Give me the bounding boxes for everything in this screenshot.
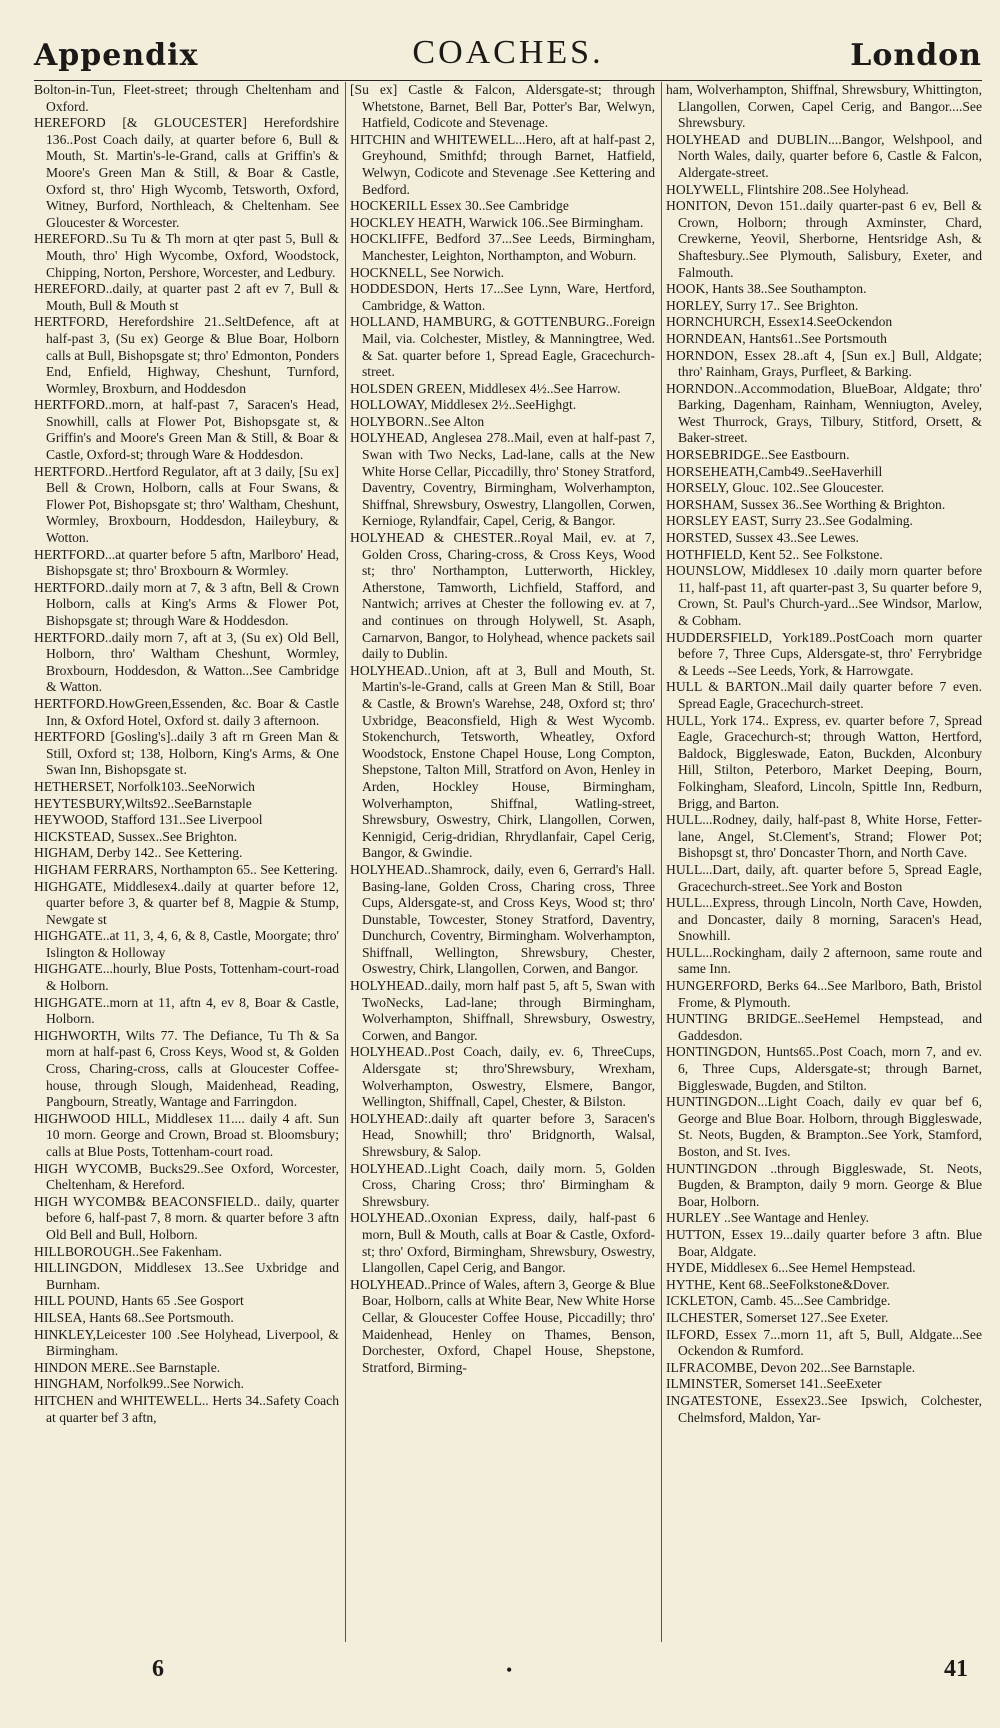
- directory-entry: HILLBOROUGH..See Fakenham.: [34, 1243, 223, 1259]
- directory-entry: INGATESTONE, Essex23..See Ipswich, Colchester, Chelmsford, Maldon, Yar-: [666, 1392, 982, 1425]
- footer-ornament: •: [506, 1660, 513, 1680]
- directory-entry: HOCKLEY HEATH, Warwick 106..See Birmingham.: [350, 214, 644, 230]
- directory-entry: HULL...Express, through Lincoln, North Cave, Howden, and Doncaster, daily 8 morning, Saracen's Head, Snowhill.: [666, 895, 982, 944]
- page-number-left: 6: [152, 1656, 164, 1682]
- directory-entry: HERTFORD..morn, at half-past 7, Saracen's Head, Snowhill, calls at Flower Pot, Bishopsgate st, & Griffin's and Moore's Green Man & Still, & Boar & Castle, Oxford-st; through Ware & Hoddesdon.: [34, 397, 339, 463]
- directory-entry: HOLYHEAD, Anglesea 278..Mail, even at half-past 7, Swan with Two Necks, Lad-lane, calls at the New White Horse Cellar, Piccadilly, thro' Stoney Stratford, Daventry, Coventry, Birmingham, Wolverhampton, Shiffnal, Shrewsbury, Oswestry, Llangollen, Corwen, Kernioge, Rylandfair, Capel, Cerig, & Bangor.: [350, 430, 655, 529]
- directory-entry: HOLYHEAD:.daily aft quarter before 3, Saracen's Head, Snowhill; thro' Bridgnorth, Walsal, Shrewsbury, & Salop.: [350, 1110, 655, 1159]
- directory-entry: Bolton-in-Tun, Fleet-street; through Cheltenham and Oxford.: [34, 82, 339, 114]
- directory-entry: HIGHWOOD HILL, Middlesex 11.... daily 4 aft. Sun 10 morn. George and Crown, Broad st. Bloomsbury; calls at Blue Posts, Tottenham-court road.: [34, 1110, 339, 1159]
- directory-entry: HOLYHEAD..Prince of Wales, aftern 3, George & Blue Boar, Holborn, calls at White Bear, New White Horse Cellar, & Gloucester Coffee House, Piccadilly; thro' Maidenhead, Henley on Thames, Benson, Dorchester, Oxford, Chapel House, Shepstone, Stratford, Birming-: [350, 1276, 655, 1375]
- directory-entry: HOLYHEAD..Shamrock, daily, even 6, Gerrard's Hall. Basing-lane, Golden Cross, Charing cross, Three Cups, Aldersgate-st, and Cross Keys, Wood st; thro' Dunstable, Towcester, Stoney Stratford, Daventry, Dunchurch, Coventry, Birmingham. Wolverhampton, Shiffnall, Wellington, Shrewsbury, Chester, Oswestry, Chirk, Llangollen, Corwen, and Bangor.: [350, 861, 655, 977]
- directory-entry: HOCKERILL Essex 30..See Cambridge: [350, 198, 569, 214]
- directory-entry: HOLLAND, HAMBURG, & GOTTENBURG..Foreign Mail, via. Colchester, Mistley, & Manningtree, Wed. & Sat. quarter before 1, Spread Eagle, Gracechurch-street.: [350, 314, 655, 380]
- directory-entry: HOLYHEAD..Union, aft at 3, Bull and Mouth, St. Martin's-le-Grand, calls at Green Man & Still, Boar & Castle, & Brown's Warehse, 248, Oxford st; thro' Uxbridge, Beaconsfield, High & West Wycomb. Stokenchurch, Tetsworth, Wheatley, Oxford Woodstock, Enstone Chapel House, Long Compton, Shepstone, Talton Mill, Stratford on Avon, Henley in Arden, Hockley House, Birmingham, Wolverhampton, Shiffnal, Watling-street, Shrewsbury, Oswestry, Chirk, Llangollen, Corwen, Kennigid, Cerig-dridian, Rhrydlanfair, Capel Cerig, Bangor, & Gwindie.: [350, 662, 655, 861]
- directory-entry: HIGHGATE...hourly, Blue Posts, Tottenham-court-road & Holborn.: [34, 961, 339, 994]
- directory-entry: HUNTINGDON ..through Biggleswade, St. Neots, Bugden, & Brampton, daily 9 morn. George & Blue Boar, Holborn.: [666, 1160, 982, 1209]
- directory-entry: HIGH WYCOMB, Bucks29..See Oxford, Worcester, Cheltenham, & Hereford.: [34, 1160, 339, 1193]
- directory-entry: HORSEBRIDGE..See Eastbourn.: [666, 447, 850, 463]
- header-section-label: Appendix: [34, 38, 199, 73]
- directory-entry: HIGHAM FERRARS, Northampton 65.. See Kettering.: [34, 861, 338, 877]
- directory-entry: HEREFORD [& GLOUCESTER] Herefordshire 136..Post Coach daily, at quarter before 6, Bull & Mouth, St. Martin's-le-Grand, calls at Griffin's & Moore's Green Man & Still, & Boar & Castle, Oxford st, thro' High Wycomb, Tetsworth, Oxford, Witney, Burford, Northleach, & Cheltenham. See Gloucester & Worcester.: [34, 115, 339, 230]
- directory-entry: HERTFORD [Gosling's]..daily 3 aft rn Green Man & Still, Oxford st; 138, Holborn, King's Arms, & One Swan Inn, Bishopsgate st.: [34, 729, 339, 778]
- directory-entry: HIGH WYCOMB& BEACONSFIELD.. daily, quarter before 6, half-past 7, 8 morn. & quarter before 3 aftn Old Bell and Bull, Holborn.: [34, 1193, 339, 1242]
- directory-entry: HOLYHEAD..Oxonian Express, daily, half-past 6 morn, Bull & Mouth, calls at Boar & Castle, Oxford-st; thro' Oxford, Birmingham, Shrewsbury, Oswestry, Llangollen, Capel Cerig, and Bangor.: [350, 1210, 655, 1276]
- directory-entry: HURLEY ..See Wantage and Henley.: [666, 1210, 870, 1226]
- directory-entry: HINGHAM, Norfolk99..See Norwich.: [34, 1376, 244, 1392]
- directory-entry: HOLLOWAY, Middlesex 2½..SeeHighgt.: [350, 397, 577, 413]
- column-divider-1: [345, 82, 346, 1642]
- directory-entry: HULL...Rockingham, daily 2 afternoon, same route and same Inn.: [666, 944, 982, 977]
- directory-entry: HIGHGATE..at 11, 3, 4, 6, & 8, Castle, Moorgate; thro' Islington & Holloway: [34, 928, 339, 960]
- directory-entry: HIGHGATE..morn at 11, aftn 4, ev 8, Boar & Castle, Holborn.: [34, 994, 339, 1027]
- directory-entry: HILSEA, Hants 68..See Portsmouth.: [34, 1309, 234, 1325]
- directory-entry: HORNDON, Essex 28..aft 4, [Sun ex.] Bull, Aldgate; thro' Rainham, Grays, Purfleet, & Barking.: [666, 347, 982, 380]
- directory-entry: HULL & BARTON..Mail daily quarter before 7 even. Spread Eagle, Gracechurch-street.: [666, 679, 982, 711]
- directory-entry: HERTFORD, Herefordshire 21..SeltDefence, aft at half-past 3, (Su ex) George & Blue Boar, Holborn calls at Bull, Bishopsgate st; thro' Edmonton, Ponders End, Enfield, Highway, Cheshunt, Turnford, Wormley, Broxburn, and Hoddesdon: [34, 314, 339, 396]
- directory-entry: HITCHEN and WHITEWELL.. Herts 34..Safety Coach at quarter bef 3 aftn,: [34, 1392, 339, 1425]
- directory-entry: HETHERSET, Norfolk103..SeeNorwich: [34, 778, 255, 794]
- directory-entry: HUTTON, Essex 19...daily quarter before 3 aftn. Blue Boar, Aldgate.: [666, 1226, 982, 1259]
- directory-entry: HERTFORD..daily morn at 7, & 3 aftn, Bell & Crown Holborn, calls at King's Arms & Flower Pot, Bishopsgate st; through Ware & Hoddesdon.: [34, 579, 339, 628]
- directory-entry: HONTINGDON, Hunts65..Post Coach, morn 7, and ev. 6, Three Cups, Aldersgate-st; through Barnet, Biggleswade, Bugden, and Stilton.: [666, 1044, 982, 1093]
- directory-entry: HUNGERFORD, Berks 64...See Marlboro, Bath, Bristol Frome, & Plymouth.: [666, 978, 982, 1010]
- directory-entry: HYTHE, Kent 68..SeeFolkstone&Dover.: [666, 1276, 890, 1292]
- page-number-right: 41: [944, 1656, 968, 1682]
- directory-entry: HOLSDEN GREEN, Middlesex 4½..See Harrow.: [350, 380, 621, 396]
- directory-entry: HOTHFIELD, Kent 52.. See Folkstone.: [666, 546, 883, 562]
- directory-entry: HOCKNELL, See Norwich.: [350, 264, 505, 280]
- directory-entry: HIGHWORTH, Wilts 77. The Defiance, Tu Th & Sa morn at half-past 6, Cross Keys, Wood st, & Golden Cross, Charing-cross, calls at Gloucester Coffee-house, through Slough, Maidenhead, Reading, Pangbourn, Streatly, Wantage and Farringdon.: [34, 1027, 339, 1110]
- directory-entry: ICKLETON, Camb. 45...See Cambridge.: [666, 1293, 891, 1309]
- directory-entry: HIGHAM, Derby 142.. See Kettering.: [34, 845, 243, 861]
- header-rule: [34, 80, 982, 81]
- directory-entry: ILCHESTER, Somerset 127..See Exeter.: [666, 1309, 889, 1325]
- directory-entry: HOLYHEAD..Post Coach, daily, ev. 6, ThreeCups, Aldersgate st; thro'Shrewsbury, Wrexham, Wolverhampton, Oswestry, Elsmere, Bangor, Wellington, Shiffnall, Capel, Chester, & Bilston.: [350, 1044, 655, 1110]
- directory-entry: HORSEHEATH,Camb49..SeeHaverhill: [666, 463, 883, 479]
- column-divider-2: [661, 82, 662, 1642]
- directory-entry: HINDON MERE..See Barnstaple.: [34, 1359, 221, 1375]
- directory-entry: ILFRACOMBE, Devon 202...See Barnstaple.: [666, 1359, 916, 1375]
- directory-entry: HEREFORD..Su Tu & Th morn at qter past 5, Bull & Mouth, thro' High Wycombe, Oxford, Woodstock, Chipping, Norton, Pershore, Worcester, and Ledbury.: [34, 231, 339, 280]
- directory-entry: HULL...Rodney, daily, half-past 8, White Horse, Fetter-lane, Angel, St.Clement's, Strand; Flower Pot; Bishopsgt st, thro' Doncaster Thorn, and North Cave.: [666, 812, 982, 861]
- directory-entry: HODDESDON, Herts 17...See Lynn, Ware, Hertford, Cambridge, & Watton.: [350, 281, 655, 313]
- directory-entry: ILMINSTER, Somerset 141..SeeExeter: [666, 1376, 882, 1392]
- directory-entry: HORSELY, Glouc. 102..See Gloucester.: [666, 480, 885, 496]
- directory-entry: HYDE, Middlesex 6...See Hemel Hempstead.: [666, 1260, 916, 1276]
- directory-entry: HOUNSLOW, Middlesex 10 .daily morn quarter before 11, half-past 11, aft quarter-past 3, Su quarter before 9, Crown, St. Paul's Church-yard...See Windsor, Marlow, & Cobham.: [666, 563, 982, 628]
- directory-entry: HOLYHEAD..daily, morn half past 5, aft 5, Swan with TwoNecks, Lad-lane; through Birmingham, Wolverhampton, Shiffnall, Shrewsbury, Oswestry, Corwen, and Bangor.: [350, 978, 655, 1043]
- directory-entry: HOLYWELL, Flintshire 208..See Holyhead.: [666, 181, 909, 197]
- directory-entry: HULL...Dart, daily, aft. quarter before 5, Spread Eagle, Gracechurch-street..See York and Boston: [666, 861, 982, 894]
- directory-entry: ham, Wolverhampton, Shiffnal, Shrewsbury, Whittington, Llangollen, Corwen, Capel Cerig, and Bangor....See Shrewsbury.: [666, 82, 982, 131]
- running-header: [34, 30, 982, 80]
- directory-entry: HULL, York 174.. Express, ev. quarter before 7, Spread Eagle, Gracechurch-st; through Watton, Hertford, Baldock, Biggleswade, Eaton, Buckden, Alconbury Hill, Stilton, Peterboro, Market Deeping, Bourn, Folkingham, Sleaford, Lincoln, Spittle Inn, Redburn, Brigg, and Barton.: [666, 712, 982, 811]
- directory-entry: HORLEY, Surry 17.. See Brighton.: [666, 297, 859, 313]
- directory-entry: HOCKLIFFE, Bedford 37...See Leeds, Birmingham, Manchester, Leighton, Northampton, and Woburn.: [350, 231, 655, 263]
- directory-entry: HICKSTEAD, Sussex..See Brighton.: [34, 828, 238, 844]
- directory-entry: HOLYHEAD..Light Coach, daily morn. 5, Golden Cross, Charing Cross; thro' Birmingham & Shrewsbury.: [350, 1160, 655, 1209]
- column-1: [34, 82, 339, 1426]
- header-title: COACHES.: [412, 34, 604, 71]
- directory-entry: HITCHIN and WHITEWELL...Hero, aft at half-past 2, Greyhound, Smithfd; through Barnet, Hatfield, Welwyn, Codicote and Stevenage .See Kettering and Bedford.: [350, 131, 655, 197]
- directory-entry: HUNTING BRIDGE..SeeHemel Hempstead, and Gaddesdon.: [666, 1011, 982, 1043]
- directory-entry: HEYWOOD, Stafford 131..See Liverpool: [34, 812, 263, 828]
- directory-entry: HORSHAM, Sussex 36..See Worthing & Brighton.: [666, 496, 946, 512]
- directory-entry: HILL POUND, Hants 65 .See Gosport: [34, 1293, 244, 1309]
- directory-entry: ILFORD, Essex 7...morn 11, aft 5, Bull, Aldgate...See Ockendon & Rumford.: [666, 1326, 982, 1359]
- directory-entry: HOLYHEAD and DUBLIN....Bangor, Welshpool, and North Wales, daily, quarter before 6, Castle & Falcon, Aldergate-street.: [666, 131, 982, 180]
- header-city-label: London: [850, 38, 982, 73]
- directory-entry: HIGHGATE, Middlesex4..daily at quarter before 12, quarter before 3, & quarter bef 8, Magpie & Stump, Newgate st: [34, 878, 339, 927]
- directory-entry: HORNDEAN, Hants61..See Portsmouth: [666, 330, 887, 346]
- directory-entry: HUDDERSFIELD, York189..PostCoach morn quarter before 7, Three Cups, Aldersgate-st, thro' Ferrybridge & Leeds --See Leeds, York, & Harrowgate.: [666, 629, 982, 678]
- directory-entry: HERTFORD..Hertford Regulator, aft at 3 daily, [Su ex] Bell & Crown, Holborn, calls at Four Swans, & Flower Pot, Bishopsgate st; thro' Waltham, Cheshunt, Wormley, Broxbourn, Hoddesdon, Haileybury, & Wotton.: [34, 463, 339, 546]
- directory-entry: HERTFORD..daily morn 7, aft at 3, (Su ex) Old Bell, Holborn, thro' Waltham Cheshunt, Wormley, Broxbourn, Hoddesdon, & Watton...See Cambridge & Watton.: [34, 629, 339, 695]
- directory-page: [34, 30, 982, 1710]
- column-2: [350, 82, 655, 1376]
- directory-entry: HUNTINGDON...Light Coach, daily ev quar bef 6, George and Blue Boar. Holborn, through Biggleswade, St. Neots, Bugden, & Brampton..See York, Stamford, Boston, and St. Ives.: [666, 1094, 982, 1159]
- directory-entry: HORSTED, Sussex 43..See Lewes.: [666, 530, 859, 546]
- directory-entry: HEYTESBURY,Wilts92..SeeBarnstaple: [34, 795, 252, 811]
- directory-entry: HILLINGDON, Middlesex 13..See Uxbridge and Burnham.: [34, 1260, 339, 1292]
- directory-entry: HERTFORD.HowGreen,Essenden, &c. Boar & Castle Inn, & Oxford Hotel, Oxford st. daily 3 afternoon.: [34, 695, 339, 728]
- column-3: [666, 82, 982, 1426]
- directory-entry: HOLYHEAD & CHESTER..Royal Mail, ev. at 7, Golden Cross, Charing-cross, & Cross Keys, Wood st; thro' Northampton, Lutterworth, Hickley, Atherstone, Tamworth, Lichfield, Stafford, and Nantwich; arrives at Chester the following ev. at 7, and continues on through Holywell, St. Asaph, Carnarvon, Bangor, to Holyhead, whence packets sail daily to Dublin.: [350, 530, 655, 662]
- directory-entry: HORNDON..Accommodation, BlueBoar, Aldgate; thro' Barking, Dagenham, Rainham, Wenniugton, Aveley, West Thurrock, Grays, Tilbury, Stitford, Orsett, & Baker-street.: [666, 380, 982, 446]
- directory-entry: HOOK, Hants 38..See Southampton.: [666, 281, 867, 297]
- directory-entry: HEREFORD..daily, at quarter past 2 aft ev 7, Bull & Mouth, Bull & Mouth st: [34, 281, 339, 313]
- directory-entry: [Su ex] Castle & Falcon, Aldersgate-st; through Whetstone, Barnet, Bell Bar, Potter's Bar, Welwyn, Hatfield, Codicote and Stevenage.: [350, 82, 655, 131]
- directory-entry: HINKLEY,Leicester 100 .See Holyhead, Liverpool, & Birmingham.: [34, 1326, 339, 1359]
- directory-entry: HORNCHURCH, Essex14.SeeOckendon: [666, 314, 893, 330]
- directory-entry: HOLYBORN..See Alton: [350, 413, 485, 429]
- directory-entry: HERTFORD...at quarter before 5 aftn, Marlboro' Head, Bishopsgate st; thro' Broxbourn & Wormley.: [34, 546, 339, 579]
- directory-entry: HONITON, Devon 151..daily quarter-past 6 ev, Bell & Crown, Holborn; through Axminster, Chard, Crewkerne, Yeovil, Sherborne, Hentsridge Ash, & Shaftesbury..See Plymouth, Salisbury, Exeter, and Falmouth.: [666, 198, 982, 280]
- directory-entry: HORSLEY EAST, Surry 23..See Godalming.: [666, 513, 913, 529]
